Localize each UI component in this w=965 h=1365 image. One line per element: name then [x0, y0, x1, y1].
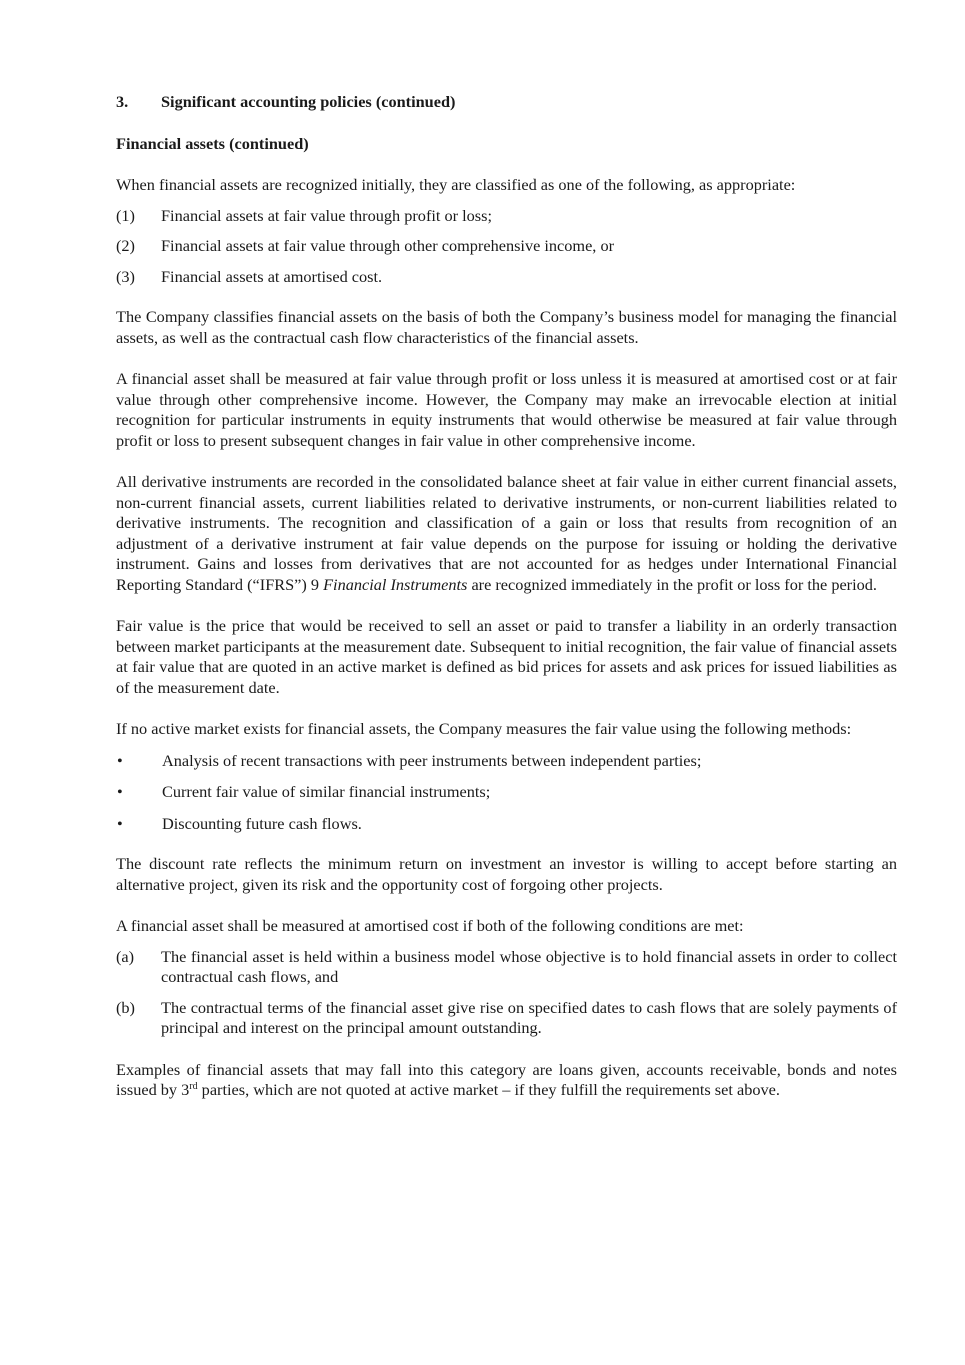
list-item-text: Financial assets at amortised cost.: [161, 266, 383, 286]
bullet-icon: •: [117, 750, 123, 770]
ordinal-suffix: rd: [189, 1081, 198, 1092]
business-model-paragraph: The Company classifies financial assets on the basis of both the Company’s business model for managing the financial assets, as well as the contractual cash flow characteristics of the financial assets.: [116, 307, 897, 347]
list-item: [116, 206, 897, 227]
list-item-label: (b): [116, 997, 135, 1017]
examples-paragraph: [116, 1060, 897, 1101]
standard-name: Financial Instruments: [323, 574, 468, 594]
examples-text: Examples of financial assets that may fall into this category are loans given, accounts receivable, bonds and notes issued by 3: [116, 1059, 897, 1099]
list-item-label: (1): [116, 205, 135, 225]
bullet-text: Analysis of recent transactions with peer instruments between independent parties;: [162, 750, 702, 770]
fair-value-paragraph: Fair value is the price that would be received to sell an asset or paid to transfer a liability in an orderly transaction between market participants at the measurement date. Subsequent to initial recognition, the fair value of financial assets at fair value that are quoted in an active market is defined as bid prices for assets and ask prices for issued liabilities as of the measurement date.: [116, 616, 897, 697]
list-item: [116, 998, 897, 1039]
list-item-text: The contractual terms of the financial asset give rise on specified dates to cash flows that are solely payments of principal and interest on the principal amount outstanding.: [161, 997, 897, 1037]
amortised-cost-paragraph: A financial asset shall be measured at amortised cost if both of the following conditions are met:: [116, 916, 744, 935]
intro-paragraph: When financial assets are recognized initially, they are classified as one of the following, as appropriate:: [116, 175, 796, 194]
list-item-text: Financial assets at fair value through profit or loss;: [161, 205, 492, 225]
bullet-item: [116, 782, 897, 803]
bullet-item: [116, 751, 897, 772]
derivatives-text: All derivative instruments are recorded in the consolidated balance sheet at fair value in either current financial assets, non-current financial assets, current liabilities related to derivative instruments, or non-current liabilities related to derivative instruments. The recognition and classification of a gain or loss that results from recognition of an adjustment of a derivative instrument at fair value depends on the purpose for issuing or holding the derivative instrument. Gains and losses from derivatives that are not accounted for as hedges under International Financial Reporting Standard (“IFRS”) 9: [116, 472, 897, 594]
list-item: [116, 947, 897, 988]
section-title: Significant accounting policies (continued): [161, 92, 456, 111]
methods-list: [116, 751, 897, 835]
list-item: [116, 236, 897, 257]
document-body: [116, 92, 897, 1101]
section-number: 3.: [116, 92, 129, 111]
bullet-item: [116, 814, 897, 835]
list-item-text: The financial asset is held within a business model whose objective is to hold financial assets in order to collect contractual cash flows, and: [161, 946, 897, 986]
no-active-market-paragraph: If no active market exists for financial assets, the Company measures the fair value using the following methods:: [116, 719, 852, 738]
subheading: Financial assets (continued): [116, 133, 309, 153]
derivatives-text-end: are recognized immediately in the profit or loss for the period.: [467, 574, 877, 594]
discount-rate-paragraph: The discount rate reflects the minimum return on investment an investor is willing to accept before starting an alternative project, given its risk and the opportunity cost of forgoing other projects.: [116, 854, 897, 894]
section-heading: [116, 92, 897, 113]
derivatives-paragraph: [116, 472, 897, 595]
bullet-icon: •: [117, 813, 123, 833]
fvtpl-paragraph: A financial asset shall be measured at fair value through profit or loss unless it is measured at amortised cost or at fair value through other comprehensive income. However, the Company may make an irrevocable election at initial recognition for particular instruments in equity instruments that would otherwise be measured at fair value through profit or loss to present subsequent changes in fair value in other comprehensive income.: [116, 369, 897, 450]
bullet-text: Current fair value of similar financial instruments;: [162, 782, 491, 801]
bullet-icon: •: [117, 782, 123, 801]
classification-list: [116, 206, 897, 288]
list-item-label: (a): [116, 946, 135, 966]
list-item: [116, 267, 897, 288]
examples-text-end: parties, which are not quoted at active market – if they fulfill the requirements set above.: [197, 1080, 780, 1099]
list-item-label: (2): [116, 236, 135, 255]
bullet-text: Discounting future cash flows.: [162, 813, 362, 833]
list-item-text: Financial assets at fair value through other comprehensive income, or: [161, 236, 615, 255]
conditions-list: [116, 947, 897, 1039]
list-item-label: (3): [116, 266, 135, 286]
